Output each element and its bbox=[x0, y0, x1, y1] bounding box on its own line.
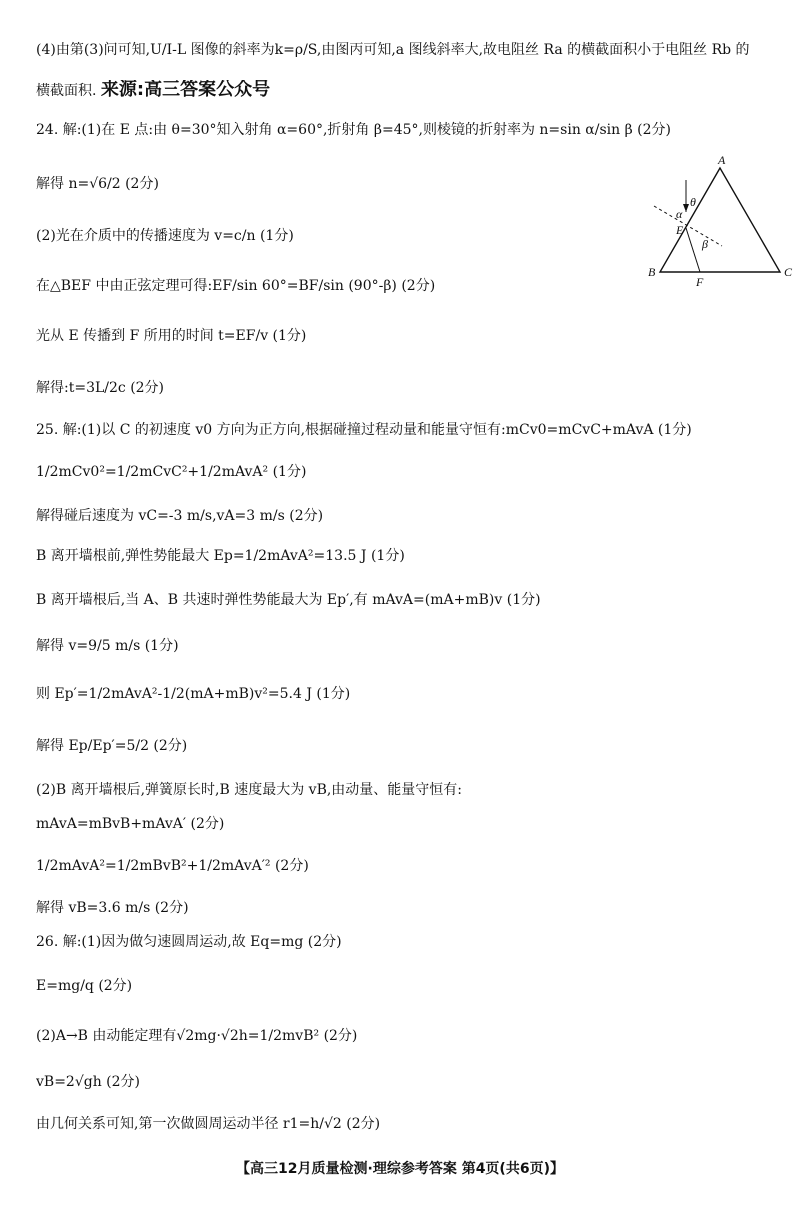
label-C: C bbox=[784, 265, 793, 279]
label-E: E bbox=[676, 223, 684, 237]
q23-part4-line2-text: 横截面积. bbox=[36, 83, 97, 99]
q26-vb: vB=2√gh (2分) bbox=[36, 1074, 141, 1090]
q24-sine-law: 在△BEF 中由正弦定理可得:EF/sin 60°=BF/sin (90°-β) (2分) bbox=[36, 278, 436, 294]
q24-result-t: 解得:t=3L/2c (2分) bbox=[36, 380, 165, 396]
q24-part2-speed: (2)光在介质中的传播速度为 v=c/n (1分) bbox=[36, 228, 294, 244]
q26-e-result: E=mg/q (2分) bbox=[36, 978, 133, 994]
label-B: B bbox=[648, 265, 656, 279]
page-footer: 【高三12月质量检测·理综参考答案 第4页(共6页)】 bbox=[236, 1161, 564, 1177]
q25-common-v: 解得 v=9/5 m/s (1分) bbox=[36, 638, 179, 654]
q25-momentum2: mAvA=mBvB+mAvA′ (2分) bbox=[36, 816, 225, 832]
q26-radius: 由几何关系可知,第一次做圆周运动半径 r1=h/√2 (2分) bbox=[36, 1116, 381, 1132]
q25-ratio: 解得 Ep/Ep′=5/2 (2分) bbox=[36, 738, 188, 754]
refracted-ray bbox=[686, 228, 700, 272]
q25-ep-after: B 离开墙根后,当 A、B 共速时弹性势能最大为 Ep′,有 mAvA=(mA+mB)v (1分) bbox=[36, 592, 541, 608]
label-alpha: α bbox=[676, 207, 683, 221]
prism-diagram bbox=[640, 152, 800, 292]
q25-part1: 25. 解:(1)以 C 的初速度 v0 方向为正方向,根据碰撞过程动量和能量守恒有:mCv0=mCvC+mAvA (1分) bbox=[36, 422, 692, 438]
source-watermark: 来源:高三答案公众号 bbox=[100, 80, 271, 100]
q25-velocities: 解得碰后速度为 vC=-3 m/s,vA=3 m/s (2分) bbox=[36, 508, 324, 524]
label-A: A bbox=[718, 153, 726, 167]
q25-ep-before: B 离开墙根前,弹性势能最大 Ep=1/2mAvA²=13.5 J (1分) bbox=[36, 548, 405, 564]
q24-time-eq: 光从 E 传播到 F 所用的时间 t=EF/v (1分) bbox=[36, 328, 307, 344]
q25-result-vb: 解得 vB=3.6 m/s (2分) bbox=[36, 900, 189, 916]
incident-arrow bbox=[683, 204, 689, 212]
q23-part4-line2 bbox=[36, 80, 776, 101]
q24-part1: 24. 解:(1)在 E 点:由 θ=30°知入射角 α=60°,折射角 β=45°,则棱镜的折射率为 n=sin α/sin β (2分) bbox=[36, 122, 671, 138]
q25-ep-prime: 则 Ep′=1/2mAvA²-1/2(mA+mB)v²=5.4 J (1分) bbox=[36, 686, 351, 702]
q25-energy-eq: 1/2mCv0²=1/2mCvC²+1/2mAvA² (1分) bbox=[36, 464, 307, 480]
label-theta: θ bbox=[690, 195, 696, 209]
q26-part2: (2)A→B 由动能定理有√2mg·√2h=1/2mvB² (2分) bbox=[36, 1028, 358, 1044]
q23-part4-line1: (4)由第(3)问可知,U/I-L 图像的斜率为k=ρ/S,由图丙可知,a 图线斜率大,故电阻丝 Ra 的横截面积小于电阻丝 Rb 的 bbox=[36, 42, 750, 58]
normal-line bbox=[654, 206, 722, 246]
label-F: F bbox=[696, 275, 704, 289]
q24-result-n: 解得 n=√6/2 (2分) bbox=[36, 176, 159, 192]
q26-part1: 26. 解:(1)因为做匀速圆周运动,故 Eq=mg (2分) bbox=[36, 934, 342, 950]
label-beta: β bbox=[702, 237, 708, 251]
q25-part2: (2)B 离开墙根后,弹簧原长时,B 速度最大为 vB,由动量、能量守恒有: bbox=[36, 782, 463, 798]
q25-energy2: 1/2mAvA²=1/2mBvB²+1/2mAvA′² (2分) bbox=[36, 858, 309, 874]
